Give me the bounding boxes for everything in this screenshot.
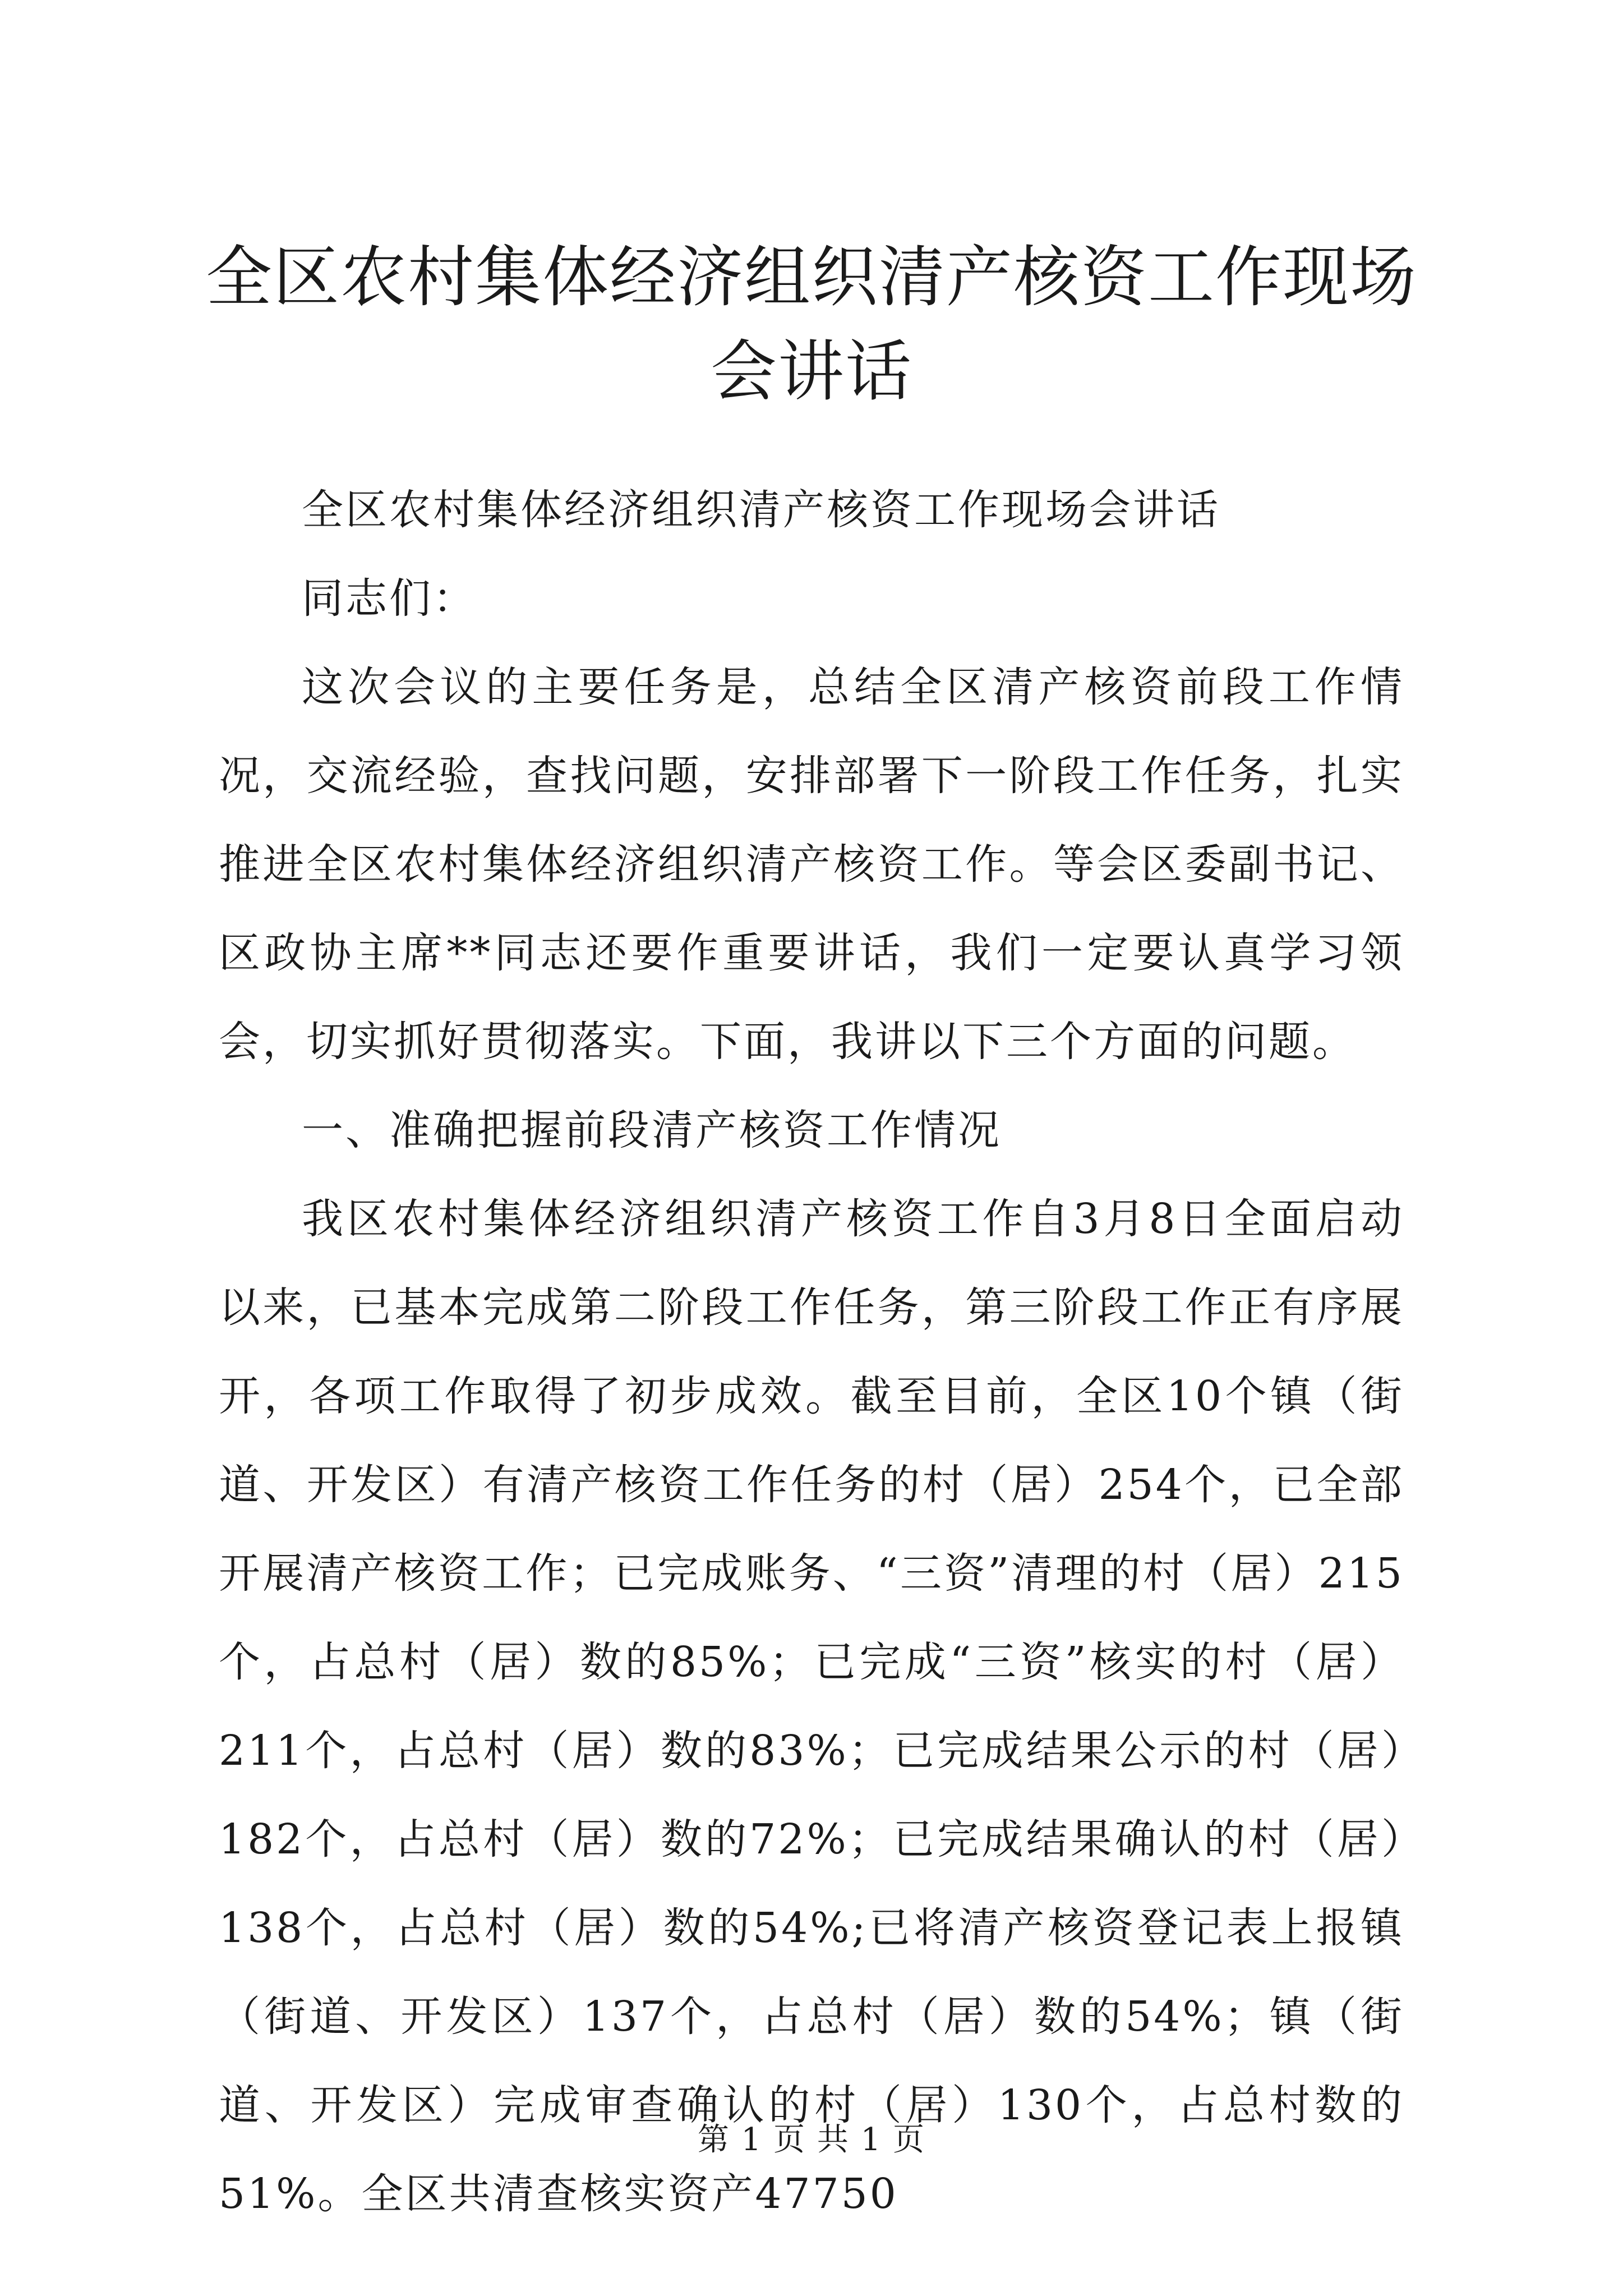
paragraph-salutation: 同志们： (302, 574, 477, 623)
section-heading-1: 一、准确把握前段清产核资工作情况 (302, 1106, 1002, 1154)
document-title: 全区农村集体经济组织清产核资工作现场会讲话 (205, 238, 1417, 410)
page-footer: 第 1 页 共 1 页 (697, 2122, 926, 2158)
document-body (219, 466, 1404, 2238)
paragraph-intro: 这次会议的主要任务是，总结全区清产核资前段工作情况，交流经验，查找问题，安排部署下一阶段工作任务，扎实推进全区农村集体经济组织清产核资工作。等会区委副书记、区政协主席**同志还要作重要讲话，我们一定要认真学习领会，切实抓好贯彻落实。下面，我讲以下三个方面的问题。 (219, 663, 1404, 1066)
paragraph-progress: 我区农村集体经济组织清产核资工作自3月8日全面启动以来，已基本完成第二阶段工作任务，第三阶段工作正有序展开，各项工作取得了初步成效。截至目前，全区10个镇（街道、开发区）有清产核资工作任务的村（居）254个，已全部开展清产核资工作；已完成账务、“三资”清理的村（居）215个，占总村（居）数的85%；已完成“三资”核实的村（居）211个，占总村（居）数的83%；已完成结果公示的村（居）182个，占总村（居）数的72%；已完成结果确认的村（居）138个，占总村（居）数的54%;已将清产核资登记表上报镇（街道、开发区）137个，占总村（居）数的54%；镇（街道、开发区）完成审查确认的村（居）130个，占总村数的51%。全区共清查核实资产47750 (219, 1195, 1404, 2218)
paragraph-subtitle: 全区农村集体经济组织清产核资工作现场会讲话 (302, 486, 1220, 534)
